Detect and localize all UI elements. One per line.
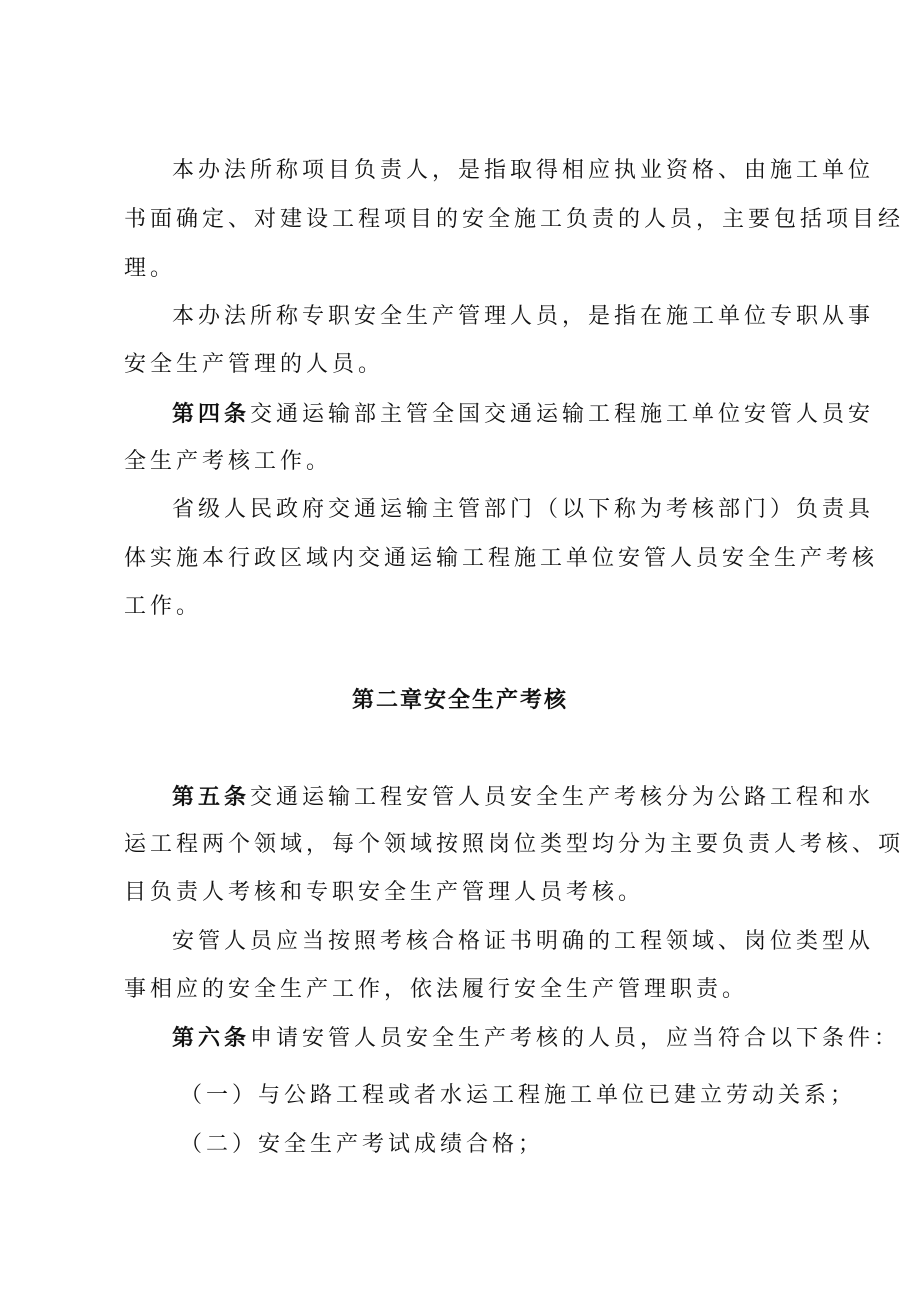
- article6-line1: [172, 1023, 900, 1054]
- article5-text: 交通运输工程安管人员安全生产考核分为公路工程和水: [250, 785, 875, 810]
- article4-line2: 全生产考核工作。: [124, 449, 333, 474]
- article4-label: 第四条: [172, 401, 251, 427]
- para1-line2: 书面确定、对建设工程项目的安全施工负责的人员，主要包括项目经: [124, 207, 905, 232]
- article5-line3: 目负责人考核和专职安全生产管理人员考核。: [124, 880, 645, 905]
- para2-line1: 本办法所称专职安全生产管理人员，是指在施工单位专职从事: [172, 304, 875, 329]
- para3-line3: 工作。: [124, 594, 203, 619]
- article6-label: 第六条: [172, 1025, 251, 1051]
- article5-line1: [172, 782, 874, 813]
- article4-text: 交通运输部主管全国交通运输工程施工单位安管人员安: [250, 402, 875, 427]
- article6-text: 申请安管人员安全生产考核的人员，应当符合以下条件：: [250, 1026, 901, 1051]
- para2-line2: 安全生产管理的人员。: [124, 352, 385, 377]
- para1-line1: 本办法所称项目负责人，是指取得相应执业资格、由施工单位: [172, 158, 875, 183]
- para3-line2: 体实施本行政区域内交通运输工程施工单位安管人员安全生产考核: [124, 546, 879, 571]
- article4-line1: [172, 399, 874, 430]
- chapter-heading: 第二章安全生产考核: [351, 687, 568, 713]
- list-item: （一）与公路工程或者水运工程施工单位已建立劳动关系；: [180, 1083, 857, 1108]
- para1-line3: 理。: [124, 256, 177, 281]
- article5-label: 第五条: [172, 784, 251, 810]
- para4-line1: 安管人员应当按照考核合格证书明确的工程领域、岗位类型从: [172, 929, 875, 954]
- article5-line2: 运工程两个领域，每个领域按照岗位类型均分为主要负责人考核、项: [124, 832, 905, 857]
- para3-line1: 省级人民政府交通运输主管部门（以下称为考核部门）负责具: [172, 497, 875, 522]
- list-item: （二）安全生产考试成绩合格；: [180, 1132, 545, 1157]
- para4-line2: 事相应的安全生产工作，依法履行安全生产管理职责。: [124, 977, 749, 1002]
